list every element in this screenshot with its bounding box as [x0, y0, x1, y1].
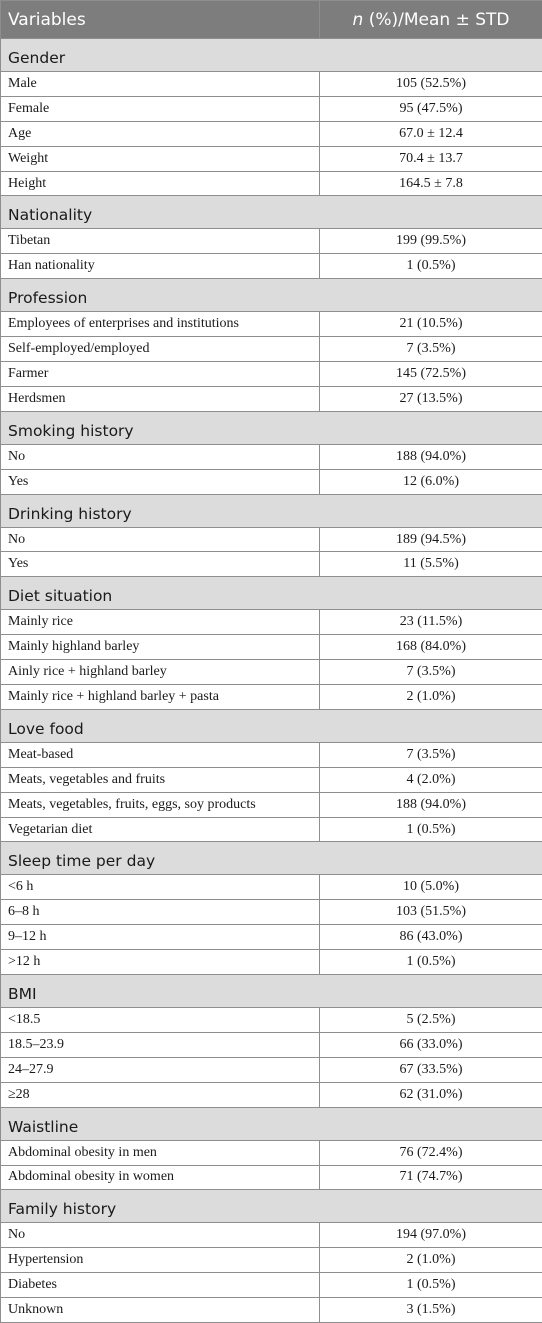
table-body [1, 39, 542, 1323]
group-title: Waistline [1, 1107, 542, 1140]
row-value: 3 (1.5%) [320, 1298, 542, 1323]
group-header-row [1, 494, 542, 527]
row-value: 7 (3.5%) [320, 337, 542, 362]
table-row [1, 1273, 542, 1298]
group-header-row [1, 1190, 542, 1223]
table-row [1, 386, 542, 411]
row-label: Meats, vegetables and fruits [1, 767, 320, 792]
row-label: Vegetarian diet [1, 817, 320, 842]
row-value: 7 (3.5%) [320, 660, 542, 685]
table-row [1, 817, 542, 842]
row-label: Female [1, 96, 320, 121]
row-label: Mainly highland barley [1, 635, 320, 660]
row-value: 168 (84.0%) [320, 635, 542, 660]
table-row [1, 337, 542, 362]
row-label: No [1, 444, 320, 469]
row-label: Abdominal obesity in men [1, 1140, 320, 1165]
row-value: 5 (2.5%) [320, 1008, 542, 1033]
row-value: 76 (72.4%) [320, 1140, 542, 1165]
row-label: Meats, vegetables, fruits, eggs, soy products [1, 792, 320, 817]
row-value: 1 (0.5%) [320, 254, 542, 279]
group-header-row [1, 411, 542, 444]
group-header-row [1, 1107, 542, 1140]
row-value: 27 (13.5%) [320, 386, 542, 411]
row-value: 1 (0.5%) [320, 950, 542, 975]
table-row [1, 1140, 542, 1165]
table-row [1, 1248, 542, 1273]
group-title: Love food [1, 709, 542, 742]
header-variables: Variables [1, 1, 320, 39]
group-title: Family history [1, 1190, 542, 1223]
header-statistics [320, 1, 542, 39]
row-label: Male [1, 72, 320, 97]
group-header-row [1, 842, 542, 875]
table-row [1, 229, 542, 254]
table-row [1, 875, 542, 900]
table-row [1, 1165, 542, 1190]
group-title: Diet situation [1, 577, 542, 610]
table-row [1, 1082, 542, 1107]
table-row [1, 552, 542, 577]
group-header-row [1, 279, 542, 312]
row-label: Mainly rice + highland barley + pasta [1, 685, 320, 710]
group-header-row [1, 709, 542, 742]
row-label: <18.5 [1, 1008, 320, 1033]
row-value: 188 (94.0%) [320, 444, 542, 469]
table-row [1, 72, 542, 97]
row-value: 66 (33.0%) [320, 1032, 542, 1057]
row-value: 1 (0.5%) [320, 817, 542, 842]
table-row [1, 121, 542, 146]
group-header-row [1, 39, 542, 72]
table-row [1, 660, 542, 685]
table-row [1, 1298, 542, 1323]
row-value: 11 (5.5%) [320, 552, 542, 577]
row-label: Age [1, 121, 320, 146]
row-label: Herdsmen [1, 386, 320, 411]
row-label: Tibetan [1, 229, 320, 254]
header-n: n [353, 10, 364, 30]
row-value: 188 (94.0%) [320, 792, 542, 817]
row-label: Diabetes [1, 1273, 320, 1298]
row-value: 194 (97.0%) [320, 1223, 542, 1248]
row-value: 70.4 ± 13.7 [320, 146, 542, 171]
row-value: 21 (10.5%) [320, 312, 542, 337]
table-row [1, 362, 542, 387]
group-header-row [1, 196, 542, 229]
table-row [1, 1032, 542, 1057]
table-row [1, 925, 542, 950]
group-title: Smoking history [1, 411, 542, 444]
row-value: 71 (74.7%) [320, 1165, 542, 1190]
table-row [1, 527, 542, 552]
row-label: Meat-based [1, 742, 320, 767]
group-title: Gender [1, 39, 542, 72]
table-row [1, 900, 542, 925]
row-label: Abdominal obesity in women [1, 1165, 320, 1190]
group-title: BMI [1, 975, 542, 1008]
row-label: Weight [1, 146, 320, 171]
row-value: 67.0 ± 12.4 [320, 121, 542, 146]
row-label: Yes [1, 552, 320, 577]
row-label: Employees of enterprises and institutions [1, 312, 320, 337]
row-value: 67 (33.5%) [320, 1057, 542, 1082]
row-label: 6–8 h [1, 900, 320, 925]
group-header-row [1, 577, 542, 610]
row-label: Hypertension [1, 1248, 320, 1273]
row-label: Yes [1, 469, 320, 494]
table-row [1, 635, 542, 660]
row-value: 2 (1.0%) [320, 1248, 542, 1273]
header-stat-label: (%)/Mean ± STD [363, 10, 509, 30]
group-title: Profession [1, 279, 542, 312]
row-value: 23 (11.5%) [320, 610, 542, 635]
table-row [1, 792, 542, 817]
group-title: Sleep time per day [1, 842, 542, 875]
row-label: No [1, 1223, 320, 1248]
table-row [1, 312, 542, 337]
row-label: Ainly rice + highland barley [1, 660, 320, 685]
row-label: >12 h [1, 950, 320, 975]
row-label: No [1, 527, 320, 552]
row-value: 105 (52.5%) [320, 72, 542, 97]
row-value: 4 (2.0%) [320, 767, 542, 792]
row-value: 189 (94.5%) [320, 527, 542, 552]
row-label: Mainly rice [1, 610, 320, 635]
table-row [1, 146, 542, 171]
row-label: ≥28 [1, 1082, 320, 1107]
row-value: 7 (3.5%) [320, 742, 542, 767]
row-value: 164.5 ± 7.8 [320, 171, 542, 196]
table-row [1, 1057, 542, 1082]
table-row [1, 96, 542, 121]
row-label: Self-employed/employed [1, 337, 320, 362]
row-label: 18.5–23.9 [1, 1032, 320, 1057]
row-value: 145 (72.5%) [320, 362, 542, 387]
table-row [1, 767, 542, 792]
table-row [1, 254, 542, 279]
table-row [1, 469, 542, 494]
table-row [1, 1223, 542, 1248]
row-label: Height [1, 171, 320, 196]
row-label: Farmer [1, 362, 320, 387]
row-value: 12 (6.0%) [320, 469, 542, 494]
table-row [1, 950, 542, 975]
table-row [1, 171, 542, 196]
row-label: 24–27.9 [1, 1057, 320, 1082]
row-value: 86 (43.0%) [320, 925, 542, 950]
row-label: Han nationality [1, 254, 320, 279]
table-row [1, 610, 542, 635]
table-row [1, 742, 542, 767]
row-value: 62 (31.0%) [320, 1082, 542, 1107]
row-label: 9–12 h [1, 925, 320, 950]
group-header-row [1, 975, 542, 1008]
row-value: 2 (1.0%) [320, 685, 542, 710]
row-value: 103 (51.5%) [320, 900, 542, 925]
row-value: 95 (47.5%) [320, 96, 542, 121]
row-value: 10 (5.0%) [320, 875, 542, 900]
table-row [1, 444, 542, 469]
table-header-row [1, 1, 542, 39]
row-value: 199 (99.5%) [320, 229, 542, 254]
table-row [1, 1008, 542, 1033]
row-value: 1 (0.5%) [320, 1273, 542, 1298]
group-title: Nationality [1, 196, 542, 229]
row-label: <6 h [1, 875, 320, 900]
row-label: Unknown [1, 1298, 320, 1323]
group-title: Drinking history [1, 494, 542, 527]
table-row [1, 685, 542, 710]
